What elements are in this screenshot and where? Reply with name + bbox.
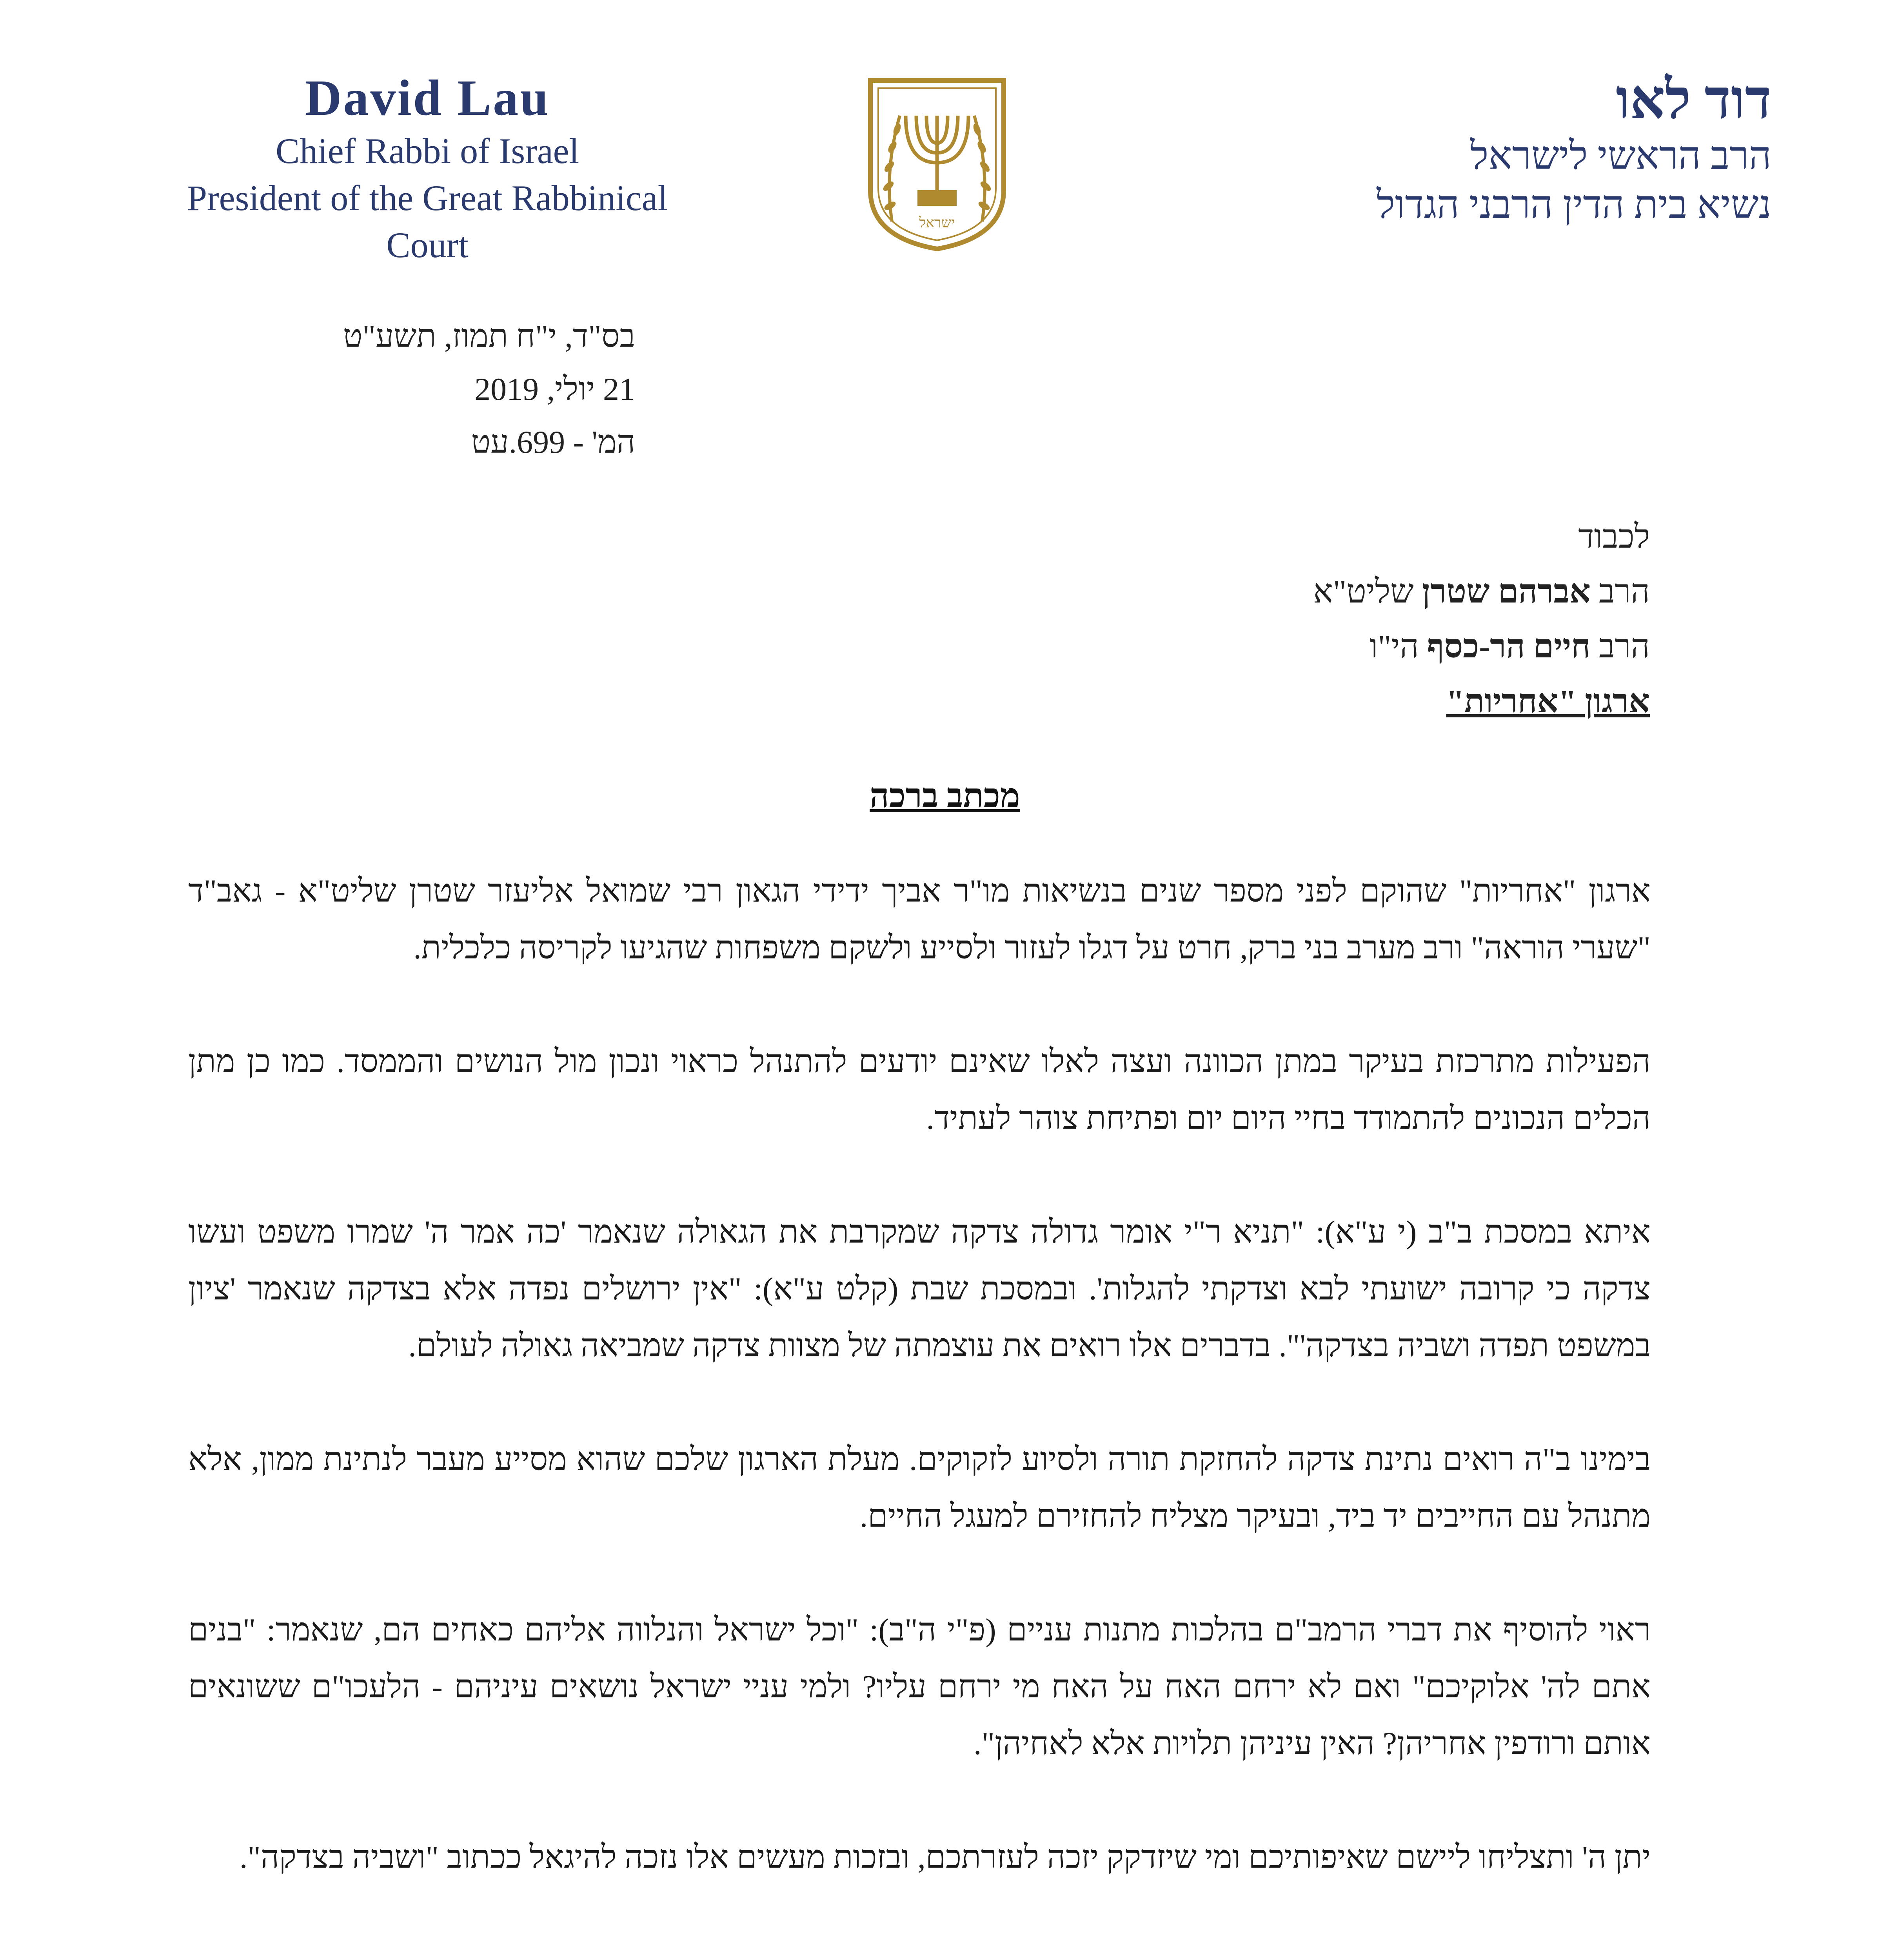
addressee-prefix: הרב [1590,628,1650,665]
body-paragraph: ארגון "אחריות" שהוקם לפני מספר שנים בנשיאות מו"ר אביך ידידי הגאון רבי שמואל אליעזר שטרן שליט"א - גאב"ד "שערי הוראה" ורב מערב בני ברק, חרט על דגלו לעזור ולסייע ולשקם משפחות שהגיעו לקריסה כלכלית. [188,873,1651,965]
letterhead-he-title: הרב הראשי לישראל [1470,134,1771,178]
letterhead-he-name: דוד לאו [1616,69,1771,130]
letterhead-en-title: Chief Rabbi of Israel [275,131,579,171]
addressee-suffix: שליט"א [1313,573,1422,610]
letterhead-english [149,69,706,269]
emblem-caption: ישראל [919,215,955,231]
body-paragraph: איתא במסכת ב"ב (י ע"א): "תניא ר"י אומר גדולה צדקה שמקרבת את הגאולה שנאמר 'כה אמר ה' שמרו משפט ועשו צדקה כי קרובה ישועתי לבא וצדקתי להגלות'. ובמסכת שבת (קלט ע"א): "אין ירושלים נפדה אלא בצדקה שנאמר 'ציון במשפט תפדה ושביה בצדקה'". בדברים אלו רואים את עוצמתה של מצוות צדקה שמביאה גאולה לעולם. [188,1214,1651,1363]
letter-subject: מכתב ברכה [870,777,1020,815]
addressee-organization: ארגון "אחריות" [1446,683,1650,720]
body-paragraph: הפעילות מתרכזת בעיקר במתן הכוונה ועצה לאלו שאינם יודעים להתנהל כראוי ונכון מול הנושים והממסד. כמו כן מתן הכלים הנכונים להתמודד בחיי היום יום ופתיחת צוהר לעתיד. [188,1044,1651,1136]
addressee-line-1 [709,564,1650,619]
state-emblem-icon [863,73,1012,253]
reference-number: המ' - 699.עט [471,424,635,460]
letterhead-en-court: President of the Great Rabbinical Court [187,178,668,265]
addressee-block [709,510,1650,729]
body-paragraph: יתן ה' ותצליחו ליישם שאיפותיכם ומי שיזדקק יזכה לעזרתכם, ובזכות מעשים אלו נזכה להיגאל ככתוב "ושביה בצדקה". [239,1839,1651,1875]
body-paragraph: ראוי להוסיף את דברי הרמב"ם בהלכות מתנות עניים (פ"י ה"ב): "וכל ישראל והנלווה אליהם כאחים הם, שנאמר: "בנים אתם לה' אלוקיכם" ואם לא ירחם האח על האח מי ירחם עליו? ולמי עניי ישראל נושאים עיניהם - הלעכו"ם ששונאים אותם ורודפין אחריהן? האין עיניהן תלויות אלא לאחיהן". [188,1612,1651,1761]
letterhead-hebrew [1026,69,1771,229]
addressee-name: אברהם שטרן [1422,573,1591,610]
addressee-suffix: הי"ו [1369,628,1427,665]
addressee-line-2 [709,619,1650,674]
letter-body [188,862,1651,1886]
addressee-honorific: לכבוד [1578,519,1650,555]
date-block [204,310,635,468]
hebrew-date: בס"ד, י"ח תמוז, תשע"ט [343,318,635,354]
letterhead-en-name: David Lau [305,70,550,126]
addressee-prefix: הרב [1590,573,1650,610]
body-paragraph: בימינו ב"ה רואים נתינת צדקה להחזקת תורה ולסיוע לזקוקים. מעלת הארגון שלכם שהוא מסייע מעבר לנתינת ממון, אלא מתנהל עם החייבים יד ביד, ובעיקר מצליח להחזירם למעגל החיים. [188,1441,1651,1534]
civil-date: 21 יולי, 2019 [474,371,635,407]
letterhead-he-court: נשיא בית הדין הרבני הגדול [1377,183,1771,227]
addressee-name: חיים הר-כסף [1427,628,1591,665]
